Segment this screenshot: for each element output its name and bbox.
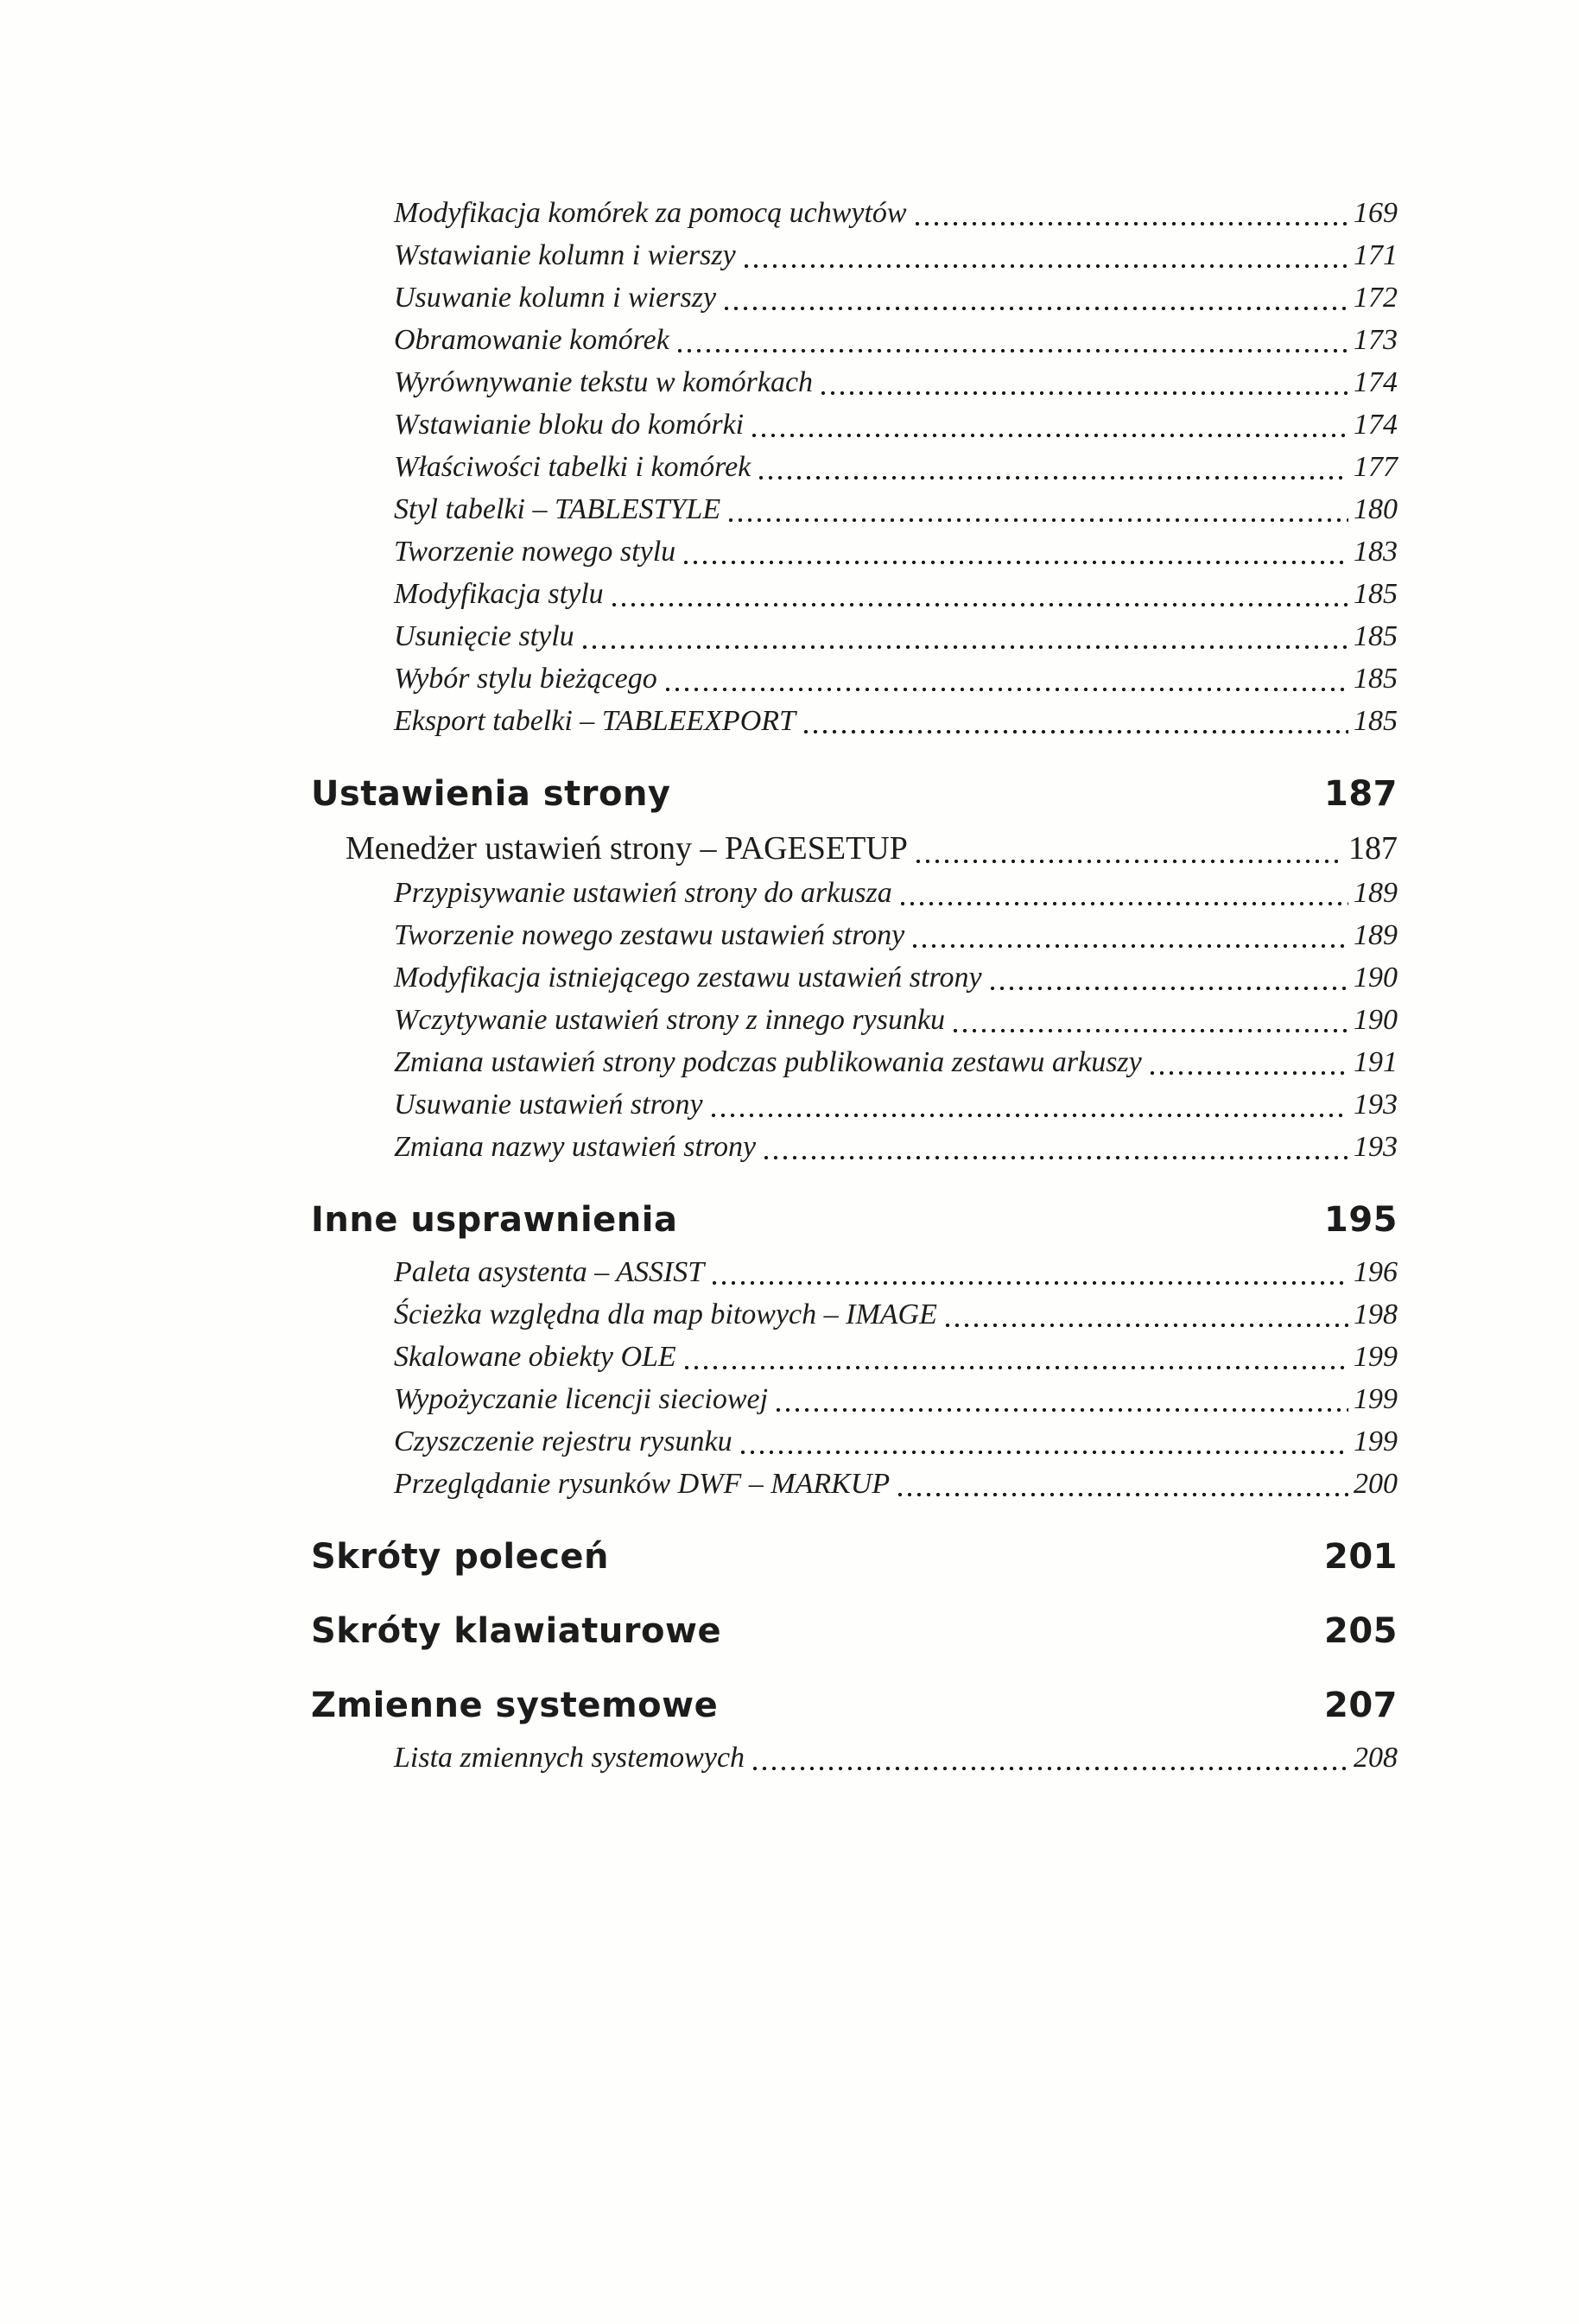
toc-page-number: 190 [1354, 962, 1398, 994]
toc-chapter-title: Inne usprawnienia [311, 1200, 678, 1240]
toc-entry-row [311, 573, 1398, 615]
toc-entry-row [311, 530, 1398, 573]
dot-leader [776, 1407, 1348, 1413]
toc-entry-row [311, 192, 1398, 234]
toc-entry-row [311, 1463, 1398, 1505]
toc-entry-label: Właściwości tabelki i komórek [394, 451, 751, 483]
toc-entry-label: Usuwanie kolumn i wierszy [394, 282, 717, 314]
toc-entry-label: Zmiana nazwy ustawień strony [394, 1131, 757, 1163]
toc-entry-row [311, 1251, 1398, 1293]
toc-entry-label: Modyfikacja istniejącego zestawu ustawień strony [394, 962, 982, 994]
dot-leader [612, 602, 1348, 607]
toc-entry-label: Obramowanie komórek [394, 324, 669, 356]
dot-leader [915, 221, 1348, 226]
toc-page-number: 200 [1354, 1468, 1398, 1500]
dot-leader [582, 644, 1348, 650]
toc-page-number: 199 [1354, 1383, 1398, 1415]
toc-entry-label: Wczytywanie ustawień strony z innego rysunku [394, 1004, 946, 1036]
dot-leader [752, 1766, 1348, 1771]
toc-chapter-row [311, 1683, 1398, 1728]
toc-page-number: 207 [1324, 1686, 1398, 1725]
toc-page-number: 177 [1354, 451, 1398, 483]
toc-entry-row [311, 657, 1398, 700]
dot-leader [744, 264, 1348, 269]
toc-entry-label: Czyszczenie rejestru rysunku [394, 1426, 732, 1457]
toc-entry-label: Wyrównywanie tekstu w komórkach [394, 366, 814, 398]
toc-entry-row [311, 999, 1398, 1041]
toc-entry-row [311, 446, 1398, 488]
toc-entry-label: Skalowane obiekty OLE [394, 1341, 676, 1373]
dot-leader [897, 1492, 1348, 1497]
toc-page-number: 171 [1354, 239, 1398, 271]
toc-entry-row [311, 1420, 1398, 1463]
toc-page-number: 199 [1354, 1341, 1398, 1373]
toc-entry-label: Modyfikacja stylu [394, 578, 604, 610]
table-of-contents [311, 192, 1398, 1779]
toc-entry-label: Tworzenie nowego stylu [394, 536, 676, 568]
dot-leader [912, 943, 1348, 949]
toc-entry-row [311, 361, 1398, 403]
toc-entry-label: Przeglądanie rysunków DWF – MARKUP [394, 1468, 891, 1500]
toc-entry-row [311, 825, 1398, 872]
toc-entry-row [311, 1041, 1398, 1083]
toc-page-number: 208 [1354, 1742, 1398, 1774]
toc-chapter-title: Skróty klawiaturowe [311, 1611, 722, 1651]
dot-leader [728, 518, 1348, 523]
toc-entry-label: Eksport tabelki – TABLEEXPORT [394, 705, 796, 737]
toc-entry-row [311, 1737, 1398, 1779]
dot-leader [740, 1450, 1348, 1455]
toc-page-number: 199 [1354, 1426, 1398, 1457]
toc-chapter-title: Skróty poleceń [311, 1537, 610, 1577]
dot-leader [711, 1113, 1348, 1118]
toc-page-number: 193 [1354, 1131, 1398, 1163]
toc-entry-label: Wypożyczanie licencji sieciowej [394, 1383, 769, 1415]
toc-entry-label: Ścieżka względna dla map bitowych – IMAGE [394, 1299, 937, 1330]
toc-page-number: 185 [1354, 578, 1398, 610]
toc-entry-label: Paleta asystenta – ASSIST [394, 1256, 705, 1288]
dot-leader [945, 1323, 1348, 1328]
dot-leader [764, 1155, 1348, 1160]
toc-page-number: 193 [1354, 1089, 1398, 1121]
dot-leader [712, 1280, 1348, 1286]
toc-chapter-row [311, 1609, 1398, 1654]
toc-entry-row [311, 1083, 1398, 1126]
toc-entry-row [311, 700, 1398, 742]
dot-leader [683, 560, 1348, 565]
toc-entry-row [311, 276, 1398, 319]
toc-page-number: 185 [1354, 663, 1398, 695]
toc-entry-row [311, 615, 1398, 657]
toc-entry-row [311, 234, 1398, 276]
toc-entry-label: Tworzenie nowego zestawu ustawień strony [394, 919, 905, 951]
toc-entry-row [311, 1336, 1398, 1378]
toc-page-number: 187 [1348, 830, 1398, 867]
toc-entry-label: Lista zmiennych systemowych [394, 1742, 745, 1774]
toc-entry-row [311, 488, 1398, 530]
toc-entry-label: Przypisywanie ustawień strony do arkusza [394, 877, 892, 909]
toc-entry-label: Usuwanie ustawień strony [394, 1089, 703, 1121]
dot-leader [684, 1365, 1348, 1370]
toc-entry-row [311, 914, 1398, 956]
toc-page-number: 198 [1354, 1299, 1398, 1330]
toc-page-number: 185 [1354, 620, 1398, 652]
toc-page-number: 189 [1354, 919, 1398, 951]
toc-entry-row [311, 403, 1398, 446]
toc-page-number: 169 [1354, 197, 1398, 229]
toc-entry-row [311, 1378, 1398, 1420]
dot-leader [724, 306, 1348, 311]
toc-page-number: 205 [1324, 1611, 1398, 1651]
toc-page-number: 174 [1354, 409, 1398, 441]
toc-entry-row [311, 1126, 1398, 1168]
toc-entry-row [311, 872, 1398, 914]
dot-leader [821, 391, 1348, 396]
toc-entry-row [311, 1293, 1398, 1336]
dot-leader [751, 433, 1348, 438]
toc-entry-row [311, 319, 1398, 361]
toc-chapter-title: Ustawienia strony [311, 774, 671, 814]
toc-page-number: 180 [1354, 493, 1398, 525]
dot-leader [900, 901, 1348, 906]
toc-chapter-row [311, 1197, 1398, 1242]
toc-entry-label: Wstawianie bloku do komórki [394, 409, 745, 441]
toc-chapter-title: Zmienne systemowe [311, 1686, 719, 1725]
toc-page-number: 201 [1324, 1537, 1398, 1577]
dot-leader [803, 729, 1348, 734]
toc-entry-label: Zmiana ustawień strony podczas publikowania zestawu arkuszy [394, 1046, 1142, 1078]
toc-chapter-row [311, 1534, 1398, 1579]
toc-entry-label: Styl tabelki – TABLESTYLE [394, 493, 721, 525]
toc-entry-row [311, 956, 1398, 999]
toc-page-number: 174 [1354, 366, 1398, 398]
toc-page-number: 189 [1354, 877, 1398, 909]
toc-page-number: 187 [1324, 774, 1398, 814]
toc-page-number: 185 [1354, 705, 1398, 737]
dot-leader [990, 986, 1348, 991]
dot-leader [665, 687, 1348, 692]
dot-leader [1150, 1070, 1348, 1076]
toc-page-number: 183 [1354, 536, 1398, 568]
toc-page-number: 172 [1354, 282, 1398, 314]
toc-entry-label: Modyfikacja komórek za pomocą uchwytów [394, 197, 907, 229]
toc-chapter-row [311, 771, 1398, 816]
toc-page-number: 195 [1324, 1200, 1398, 1240]
dot-leader [953, 1028, 1348, 1033]
dot-leader [916, 859, 1343, 864]
toc-page-number: 190 [1354, 1004, 1398, 1036]
toc-entry-label: Wybór stylu bieżącego [394, 663, 657, 695]
toc-page-number: 173 [1354, 324, 1398, 356]
toc-entry-label: Wstawianie kolumn i wierszy [394, 239, 736, 271]
toc-page-number: 191 [1354, 1046, 1398, 1078]
toc-entry-label: Usunięcie stylu [394, 620, 574, 652]
toc-entry-label: Menedżer ustawień strony – PAGESETUP [346, 830, 908, 867]
toc-page-number: 196 [1354, 1256, 1398, 1288]
dot-leader [758, 475, 1348, 480]
dot-leader [677, 348, 1348, 353]
